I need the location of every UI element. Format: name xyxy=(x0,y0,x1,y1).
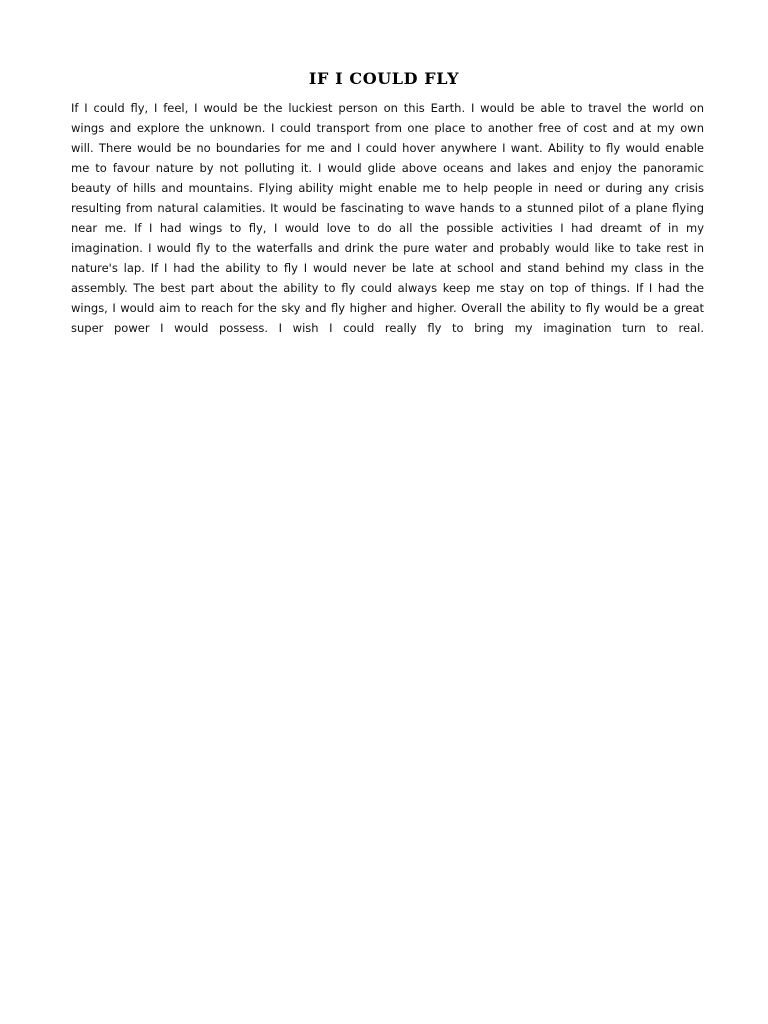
paragraph-line: beauty of hills and mountains. Flying ability might enable me to help people in need or during any crisis xyxy=(71,181,704,195)
paragraph-line: resulting from natural calamities. It would be fascinating to wave hands to a stunned pilot of a plane flying xyxy=(71,201,704,215)
paragraph-line: near me. If I had wings to fly, I would love to do all the possible activities I had dreamt of in my xyxy=(71,221,704,235)
paragraph-line: wings, I would aim to reach for the sky and fly higher and higher. Overall the ability to fly would be a great xyxy=(71,301,704,315)
paragraph-line: assembly. The best part about the ability to fly could always keep me stay on top of things. If I had the xyxy=(71,281,704,295)
paragraph-line: me to favour nature by not polluting it. I would glide above oceans and lakes and enjoy the panoramic xyxy=(71,161,704,175)
document-title: IF I COULD FLY xyxy=(308,69,460,88)
paragraph-line: super power I would possess. I wish I could really fly to bring my imagination turn to real. xyxy=(71,321,704,335)
paragraph-line: will. There would be no boundaries for me and I could hover anywhere I want. Ability to fly would enable xyxy=(71,141,704,155)
paragraph-line: wings and explore the unknown. I could transport from one place to another free of cost and at my own xyxy=(71,121,704,135)
paragraph-line: If I could fly, I feel, I would be the luckiest person on this Earth. I would be able to travel the world on xyxy=(71,101,704,115)
essay-paragraph xyxy=(71,98,704,338)
paragraph-line: nature's lap. If I had the ability to fly I would never be late at school and stand behind my class in the xyxy=(71,261,704,275)
paragraph-line: imagination. I would fly to the waterfalls and drink the pure water and probably would like to take rest in xyxy=(71,241,704,255)
